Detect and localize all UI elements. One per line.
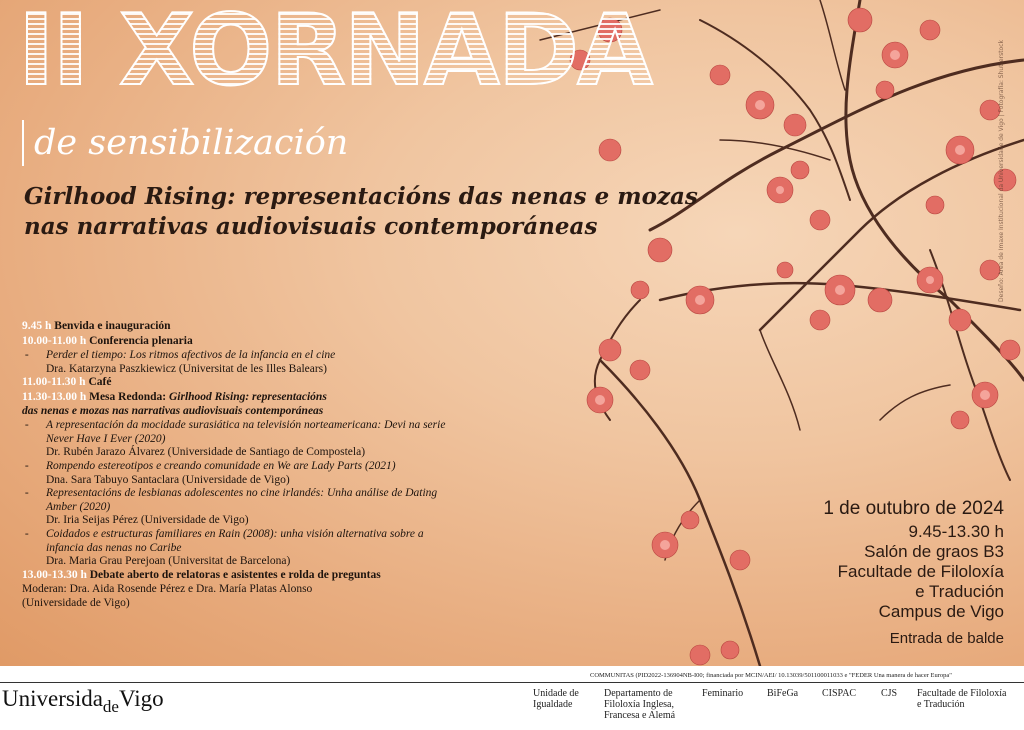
moderators-line-2: (Universidade de Vigo) xyxy=(22,596,130,609)
talk-item xyxy=(22,528,542,569)
talk-speaker: Dra. Katarzyna Paszkiewicz (Universitat de les Illes Balears) xyxy=(46,362,327,375)
event-faculty-line-2: e Tradución xyxy=(915,582,1004,601)
event-entry: Entrada de balde xyxy=(889,630,1004,647)
schedule-slot xyxy=(22,376,542,390)
partner-facultade-filoloxia: Facultade de Filoloxía e Tradución xyxy=(917,688,1007,710)
partner-cispac: CISPAC xyxy=(822,688,857,699)
partner-departamento: Departamento de Filoloxía Inglesa, Francesa e Alemá xyxy=(604,688,676,721)
schedule-slot xyxy=(22,335,542,349)
dash-bullet: - xyxy=(22,527,29,540)
talk-item xyxy=(22,419,542,460)
dash-bullet: - xyxy=(22,459,29,472)
schedule-slot xyxy=(22,569,542,583)
slot-label: Conferencia plenaria xyxy=(89,334,193,347)
funding-note: COMMUNITAS (PID2022-136904NB-I00; financiada por MCIN/AEI/ 10.13039/501100011033 e "FEDER Una manera de hacer Europa" xyxy=(590,672,952,679)
slot-time: 9.45 h xyxy=(22,320,52,332)
talk-title: Rompendo estereotipos e creando comunidade en We are Lady Parts (2021) xyxy=(46,459,396,472)
event-campus: Campus de Vigo xyxy=(878,602,1004,621)
dash-bullet: - xyxy=(22,419,29,432)
talk-speaker: Dra. Maria Grau Perejoan (Universitat de Barcelona) xyxy=(46,555,291,568)
event-info xyxy=(823,498,1004,647)
talk-title: Representacións de lesbianas adolescentes no cine irlandés: Unha análise de Dating Amber (2020) xyxy=(46,487,438,513)
design-credit: Deseño: Área de Imaxe Institucional da Universidade de Vigo | Fotografía: Shutterstock xyxy=(998,40,1005,302)
partner-bifega: BiFeGa xyxy=(767,688,799,699)
event-series-title: II XORNADA xyxy=(18,0,651,108)
talk-speaker: Dna. Sara Tabuyo Santaclara (Universidade de Vigo) xyxy=(46,473,290,486)
slot-time: 13.00-13.30 h xyxy=(22,568,87,581)
slot-time: 11.00-11.30 h xyxy=(22,376,86,389)
dash-bullet: - xyxy=(22,487,29,500)
slot-label: Café xyxy=(88,376,112,389)
slot-label: Debate aberto de relatoras e asistentes e rolda de preguntas xyxy=(89,568,381,581)
partner-unidade-igualdade: Unidade de Igualdade xyxy=(533,688,579,710)
talk-speaker: Dr. Rubén Jarazo Álvarez (Universidade de Santiago de Compostela) xyxy=(46,446,366,459)
footer-divider xyxy=(0,682,1024,683)
talk-title: Perder el tiempo: Los ritmos afectivos de la infancia en el cine xyxy=(46,349,336,362)
talk-item xyxy=(22,460,542,487)
event-room: Salón de graos B3 xyxy=(864,542,1004,561)
event-time: 9.45-13.30 h xyxy=(908,522,1004,541)
partner-cjs: CJS xyxy=(881,688,898,699)
event-title-line-2: nas narrativas audiovisuais contemporáneas xyxy=(24,213,598,240)
event-title xyxy=(24,182,724,242)
program-schedule xyxy=(22,320,542,610)
talk-item xyxy=(22,487,542,528)
event-faculty-line-1: Facultade de Filoloxía xyxy=(837,562,1004,581)
slot-label: Mesa Redonda: xyxy=(89,390,167,403)
event-subtitle: de sensibilización xyxy=(22,120,348,166)
slot-time: 11.30-13.00 h xyxy=(22,390,87,403)
partner-feminario: Feminario xyxy=(702,688,744,699)
talk-speaker: Dr. Iria Seijas Pérez (Universidade de Vigo) xyxy=(46,514,249,527)
schedule-slot xyxy=(22,320,542,334)
talk-item xyxy=(22,349,542,376)
event-title-line-1: Girlhood Rising: representacións das nenas e mozas xyxy=(24,183,698,210)
universidade-de-vigo-logo: Universida$_{de}$Vigo xyxy=(2,686,164,716)
schedule-slot xyxy=(22,391,542,418)
talk-title: Coidados e estructuras familiares en Rain (2008): unha visión alternativa sobre a infancia das nenas no Caribe xyxy=(46,527,424,554)
talk-title: A representación da mocidade surasiática na televisión norteamericana: Devi na serie Never Have I Ever (2020) xyxy=(46,419,446,445)
slot-time: 10.00-11.00 h xyxy=(22,334,87,347)
moderators-line-1: Moderan: Dra. Aida Rosende Pérez e Dra. María Platas Alonso xyxy=(22,583,313,596)
slot-label: Benvida e inauguración xyxy=(54,320,171,332)
event-date: 1 de outubro de 2024 xyxy=(823,498,1004,519)
slot-label-italic: Girlhood Rising: representacións xyxy=(168,390,327,403)
slot-label-italic-2: das nenas e mozas nas narrativas audiovisuais contemporáneas xyxy=(22,404,324,417)
dash-bullet: - xyxy=(22,349,29,362)
